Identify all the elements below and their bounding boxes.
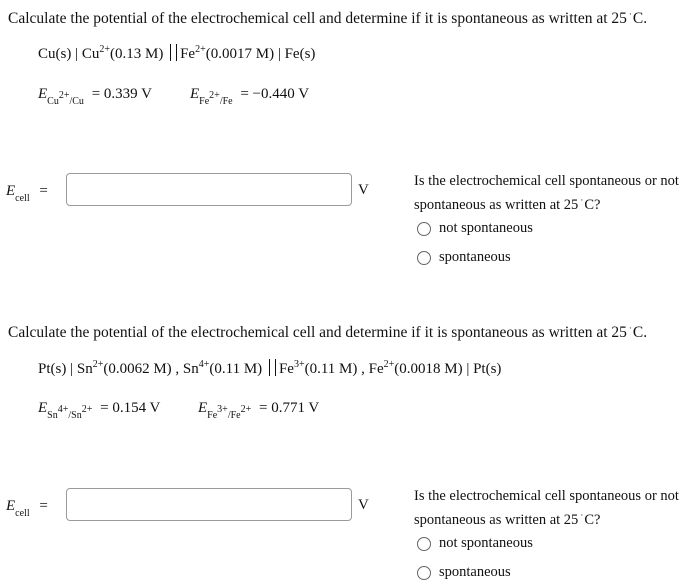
problem1-ecell-label: $E_{cell}$ = bbox=[6, 183, 48, 204]
problem2-ecell-input[interactable] bbox=[66, 488, 352, 521]
radio-button[interactable] bbox=[417, 537, 431, 551]
problem1-e-standard-2: $E_{Fe^{2+}/Fe} = -0.440$ V bbox=[190, 86, 310, 107]
salt-bridge bbox=[269, 359, 276, 376]
problem1-prompt: Calculate the potential of the electrochemical cell and determine if it is spontaneous as written at 25 ·C. bbox=[8, 9, 648, 27]
radio-button[interactable] bbox=[417, 251, 431, 265]
problem2-option-not-spontaneous[interactable]: not spontaneous bbox=[417, 535, 533, 552]
problem2-ecell-label: $E_{cell}$ = bbox=[6, 498, 48, 519]
salt-bridge bbox=[170, 44, 177, 61]
problem2-cell-notation: Pt(s) | $Sn^{2+}(0.0062$ M) , $Sn^{4+}(0.11$ M) $Fe^{3+}(0.11$ M) , $Fe^{2+}(0.0018$ M) | Pt(s) bbox=[38, 359, 502, 377]
problem2-spontaneity-question: Is the electrochemical cell spontaneous or not spontaneous as written at 25 ·C? bbox=[414, 488, 679, 528]
problem1-cell-notation: Cu(s) | $Cu^{2+}(0.13$ M) $Fe^{2+}(0.0017$ M) | Fe(s) bbox=[38, 44, 316, 62]
radio-button[interactable] bbox=[417, 222, 431, 236]
problem1-e-standard-1: $E_{Cu^{2+}/Cu} = 0.339$ V bbox=[38, 86, 152, 107]
phase-boundary: | bbox=[466, 361, 470, 377]
problem1-ecell-input[interactable] bbox=[66, 173, 352, 206]
radio-button[interactable] bbox=[417, 566, 431, 580]
problem1-unit: V bbox=[358, 182, 369, 198]
problem2-prompt: Calculate the potential of the electrochemical cell and determine if it is spontaneous as written at 25 ·C. bbox=[8, 323, 648, 341]
problem2-option-spontaneous[interactable]: spontaneous bbox=[417, 564, 511, 581]
phase-boundary: | bbox=[70, 361, 74, 377]
problem1-option-spontaneous[interactable]: spontaneous bbox=[417, 249, 511, 266]
problem2-e-standard-1: $E_{Sn^{4+}/Sn^{2+}} = 0.154$ V bbox=[38, 400, 161, 421]
problem1-spontaneity-question: Is the electrochemical cell spontaneous or not spontaneous as written at 25 ·C? bbox=[414, 173, 679, 213]
phase-boundary: | bbox=[277, 46, 281, 62]
phase-boundary: | bbox=[75, 46, 79, 62]
degree-symbol: · bbox=[628, 9, 632, 19]
problem2-unit: V bbox=[358, 497, 369, 513]
problem1-option-not-spontaneous[interactable]: not spontaneous bbox=[417, 220, 533, 237]
problem2-e-standard-2: $E_{Fe^{3+}/Fe^{2+}} = 0.771$ V bbox=[198, 400, 320, 421]
